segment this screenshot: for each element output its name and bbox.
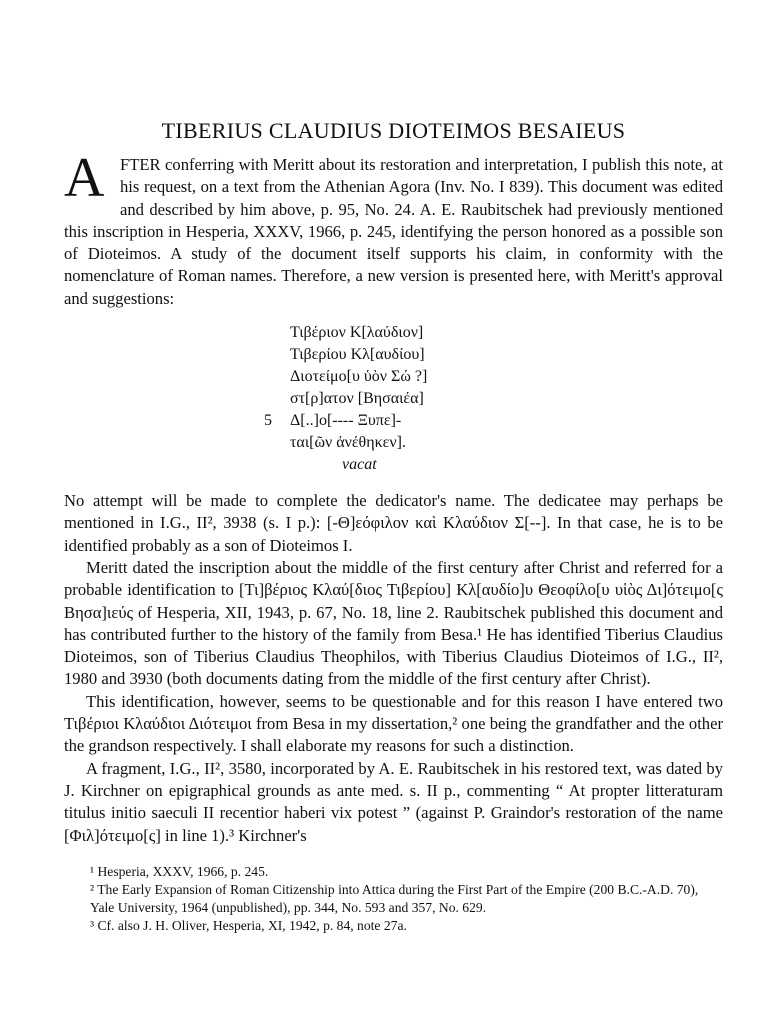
footnotes (64, 863, 723, 935)
inscription-line-text: Δ[..]ο[---- Ξυπε]- (290, 412, 402, 430)
article (64, 118, 723, 935)
footnote: ¹ Hesperia, XXXV, 1966, p. 245. (90, 863, 269, 879)
inscription-line: Διοτείμο[υ ὑὸν Σώ ?] (290, 368, 428, 386)
paragraph-identification: This identification, however, seems to be questionable and for this reason I have entered two Τιβέριοι Κλαύδιοι Διότειμοι from Besa in my dissertation,² one being the grandfather and the other the grandson respectively. I shall elaborate my reasons for such a distinction. (64, 691, 723, 756)
article-title: TIBERIUS CLAUDIUS DIOTEIMOS BESAIEUS (161, 118, 626, 143)
paragraph-dedicator: No attempt will be made to complete the dedicator's name. The dedicatee may perhaps be mentioned in I.G., II², 3938 (s. I p.): [-Θ]εόφιλον καὶ Κλαύδιον Σ[--]. In that case, he is to be identified probably as a son of Dioteimos I. (64, 491, 723, 555)
inscription-line: Τιβερίου Κλ[αυδίου] (290, 346, 425, 364)
inscription-line: Τιβέριον Κ[λαύδιον] (290, 324, 424, 342)
line-number: 5 (264, 412, 272, 430)
drop-cap: A (64, 147, 105, 209)
paragraph-fragment: A fragment, I.G., II², 3580, incorporated by A. E. Raubitschek in his restored text, was dated by J. Kirchner on epigraphical grounds as ante med. s. II p., commenting “ At propter litteraturam titulus initio saeculi II recentior haberi vix potest ” (against P. Graindor's restoration of the name [Φιλ]ότειμο[ς] in line 1).³ Kirchner's (64, 758, 723, 845)
paragraph-intro-text: FTER conferring with Meritt about its restoration and interpretation, I publish this note, at his request, on a text from the Athenian Agora (Inv. No. I 839). This document was edited and described by him above, p. 95, No. 24. A. E. Raubitschek had previously mentioned this inscription in Hesperia, XXXV, 1966, p. 245, identifying the person honored as a possible son of Dioteimos. A study of the document itself supports his claim, in conformity with the nomenclature of Roman names. Therefore, a new version is presented here, with Meritt's approval and suggestions: (64, 155, 723, 308)
vacat-label: vacat (342, 456, 377, 474)
footnote: ² The Early Expansion of Roman Citizenship into Attica during the First Part of the Empire (200 B.C.-A.D. 70), Yale University, 1964 (unpublished), pp. 344, No. 593 and 357, No. 629. (90, 881, 699, 915)
paragraph-meritt: Meritt dated the inscription about the middle of the first century after Christ and referred for a probable identification to [Τι]βέριος Κλαύ[διος Τιβερίου] Κλ[αυδίο]υ Θεοφίλο[υ υἱὸς Δι]ότειμο[ς Βησα]ιεύς of Hesperia, XII, 1943, p. 67, No. 18, line 2. Raubitschek published this document and has contributed further to the history of the family from Besa.¹ He has identified Tiberius Claudius Dioteimos, son of Tiberius Claudius Theophilos, with Tiberius Claudius Dioteimos of I.G., II², 1980 and 3930 (both documents dating from the middle of the first century after Christ). (64, 557, 723, 689)
inscription-line: ται[ῶν ἀνέθηκεν]. (290, 434, 406, 452)
inscription-text (264, 322, 723, 476)
paragraph-intro (64, 147, 723, 310)
footnote: ³ Cf. also J. H. Oliver, Hesperia, XI, 1942, p. 84, note 27a. (90, 917, 407, 933)
inscription-line: στ[ρ]ατον [Βησαιέα] (290, 390, 424, 408)
inscription-line-5 (264, 410, 723, 432)
